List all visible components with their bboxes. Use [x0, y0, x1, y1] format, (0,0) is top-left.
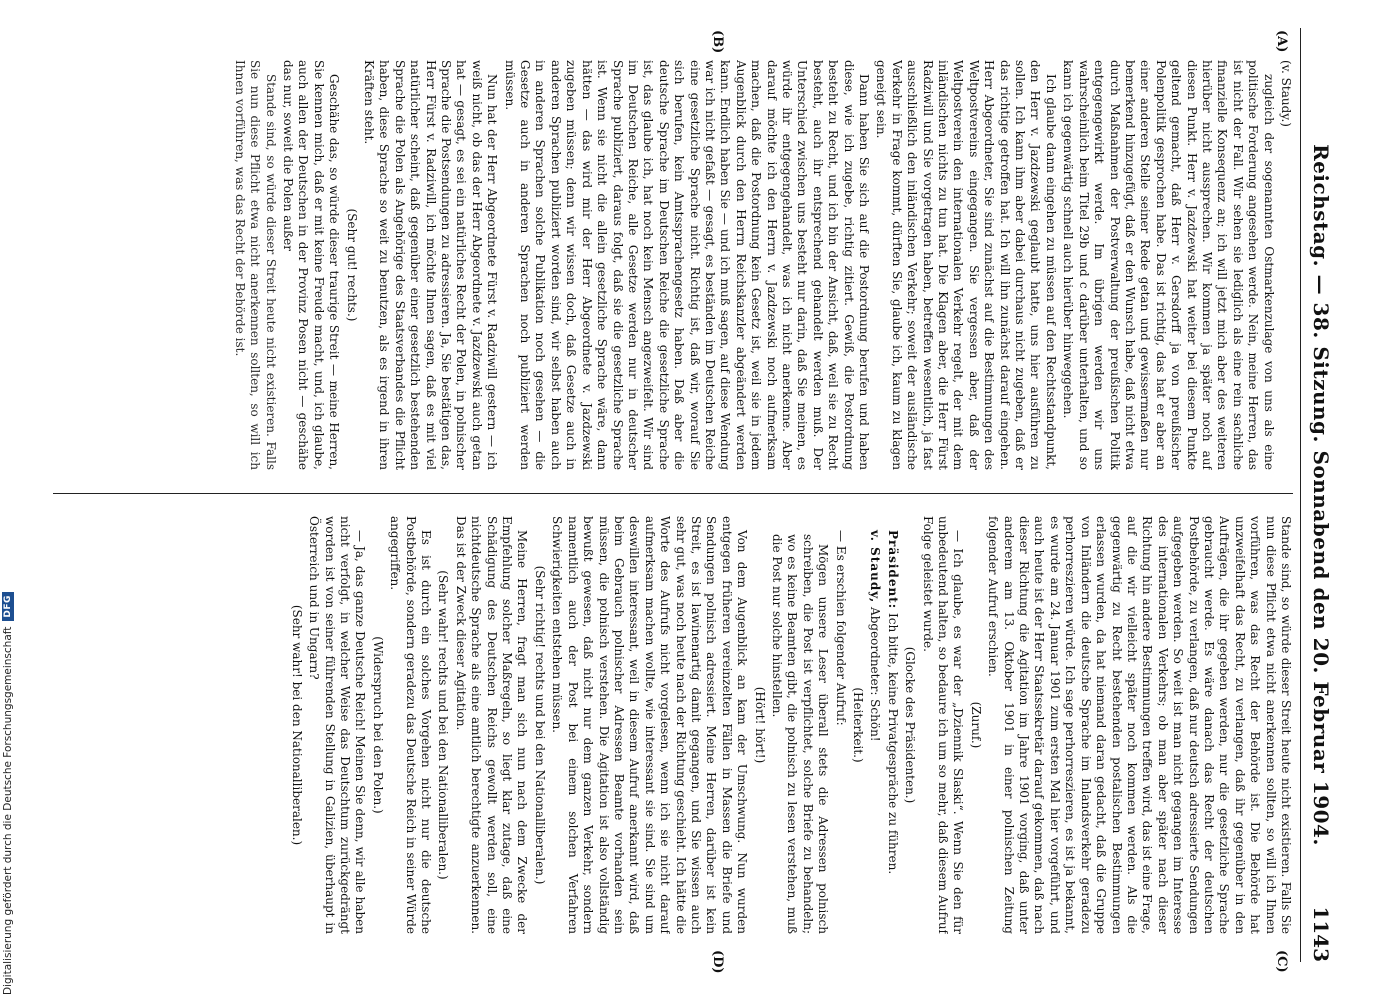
paragraph: Meine Herren, fragt man sich nun nach dem Zwecke der Empfehlung solcher Maßregeln, so liegt klar zutage, daß eine Schädigung des Deutschen Reichs gewollt werden soll, eine nichtdeutsche Sprache als eine amtlich berechtigte anzuerkennen. Das ist der Zweck dieser Agitation.: [453, 516, 530, 934]
paragraph: Geschähe das, so würde dieser traurige Streit — meine Herren, Sie kennen mich, daß er mit keine Freude macht, und, ich glaube, auch allen der Deutschen in der Provinz Posen nicht — geschähe das nur, soweit die Polen außer: [281, 60, 342, 470]
paragraph: Nun hat der Herr Abgeordnete Fürst v. Radziwill gestern — ich weiß nicht, ob das der Herr Abgeordnete v. Jazdzewski auch getan hat — gesagt, es sei ein natürliches Recht der Polen, in polnischer Sprache die Postsendungen zu adressieren. Ja, Sie bestätigen das, Herr Fürst v. Radziwill, ich möchte Ihnen sagen, daß es mit viel natürlicher scheint, daß gegenüber einer gesetzlich bestehenden Sprache die Polen als Angehörige des Staatsverbandes die Pflicht haben, diese Sprache so weit zu benutzen, als es irgend in ihren Kräften steht.: [362, 60, 500, 470]
page-header-title: Reichstag. — 38. Sitzung. Sonnabend den 20. Februar 1904.: [1309, 144, 1333, 846]
interjection: (Widerspruch bei den Polen.): [370, 636, 385, 814]
paragraph: Stande sind, so würde dieser Streit heute nicht existieren. Falls Sie nun diese Pflicht etwa nicht anerkennen sollten, so will ich Ihnen vorführen, was das Recht der Behörde ist.: [232, 60, 278, 470]
right-text-column: [53, 516, 1293, 934]
interjection: (Heiterkeit.): [851, 687, 866, 763]
speaker-text: Abgeordneter: Schön!: [868, 603, 883, 742]
interjection: (Sehr gut! rechts.): [344, 208, 359, 322]
margin-mark-d: (D): [710, 950, 725, 974]
credit-text: Digitalisierung gefördert durch die Deutsche Forschungsgemeinschaft: [2, 626, 14, 995]
paragraph: Stande sind, so würde dieser Streit heute nicht existieren. Falls Sie nun diese Pflicht etwa nicht anerkennen sollten, so will ich Ihnen vorführen, was das Recht der Behörde ist. Die Behörde hat unzweifelhaft das Recht, zu verlangen, daß ihr gegenüber in den Aufträgen, die ihr gegeben werden, nur die gesetzliche Sprache gebraucht werde. Es wäre danach das Recht der deutschen Postbehörde, zu verlangen, daß nur deutsch adressierte Sendungen aufgegeben werden. So weit ist man nicht gegangen im Interesse des internationalen Verkehrs; ob man aber später nach dieser Richtung hin andere Bestimmungen treffen wird, das ist eine Frage, auf die wir vielleicht später noch kommen werden. Als die gegenwärtig zu Recht bestehenden postalischen Bestimmungen erlassen wurden, da hat niemand daran gedacht, daß die Gruppe von Inländern die deutsche Sprache im Inlandsverkehr geradezu perhorreszieren würde. Ich sage perhorreszieren, es ist ja bekannt, es wurde am 24. Januar 1901 zum ersten Mal hier vorgeführt, und auch heute ist der Herr Staatssekretär darauf gekommen, daß nach dieser Richtung die Agitation im Jahre 1901 vorging, daß unter anderem am 13. Oktober 1901 in einer polnischen Zeitung folgender Aufruf erschien.: [986, 516, 1293, 934]
paragraph: Von dem Augenblick an kam der Umschwung. Nun wurden entgegen früheren vereinzelten Fällen in Massen die Briefe und Sendungen polnisch adressiert. Meine Herren, darüber ist kein Streit, es ist lawinenartig damit gegangen, und Sie wissen auch sehr gut, was noch heute nach der Richtung geschieht. Ich hätte die Worte des Aufrufs nicht vorgelesen, wenn ich sie nicht darauf aufmerksam machen wollte, wie interessant sie sind. Sie sind um deswillen interessant, weil in diesem Aufruf anerkannt wird, daß beim Gebrauch polnischer Adressen Beamte vorhanden sein müssen, die polnisch verstehen. Die Agitation ist also vollständig bewußt gewesen, daß nicht nur dem ganzen Verkehr, sondern namentlich auch der Post bei einem solchen Verfahren Schwierigkeiten entstehen müssen.: [550, 516, 750, 934]
paragraph: Ich glaube dann eingehen zu müssen auf den Rechtsstandpunkt, den Herr v. Jazdzewski geglaubt hatte, uns hier ausführen zu sollen. Ich kann ihm aber dabei durchaus nicht zugeben, daß er das richtige getroffen hat. Ich will ihn zunächst darauf eingehen. Herr Abgeordneter, Sie sind zunächst auf die Bestimmungen des Weltpostvereins eingegangen. Sie vergessen aber, daß der Weltpostverein den internationalen Verkehr regelt, der mit dem inländischen nichts zu tun hat. Die Klagen aber, die Herr Fürst Radziwill und Sie vorgetragen haben, betreffen wesentlich, ja fast ausschließlich den inländischen Verkehr; soweit der ausländische Verkehr in Frage kommt, dürften Sie, glaube ich, kaum zu klagen geneigt sein.: [874, 60, 1058, 470]
column-divider: [53, 493, 1293, 494]
speaker-text: Ich bitte, keine Privatgespräche zu führen.: [885, 609, 900, 875]
interjection: (Sehr wahr! rechts und bei den Nationalliberalen.): [436, 570, 451, 880]
running-head: [1300, 28, 1337, 962]
margin-mark-b: (B): [710, 30, 725, 54]
paragraph: zugleich der sogenannten Ostmarkenzulage von uns als eine politische Forderung angesehen werde. Nein, meine Herren, das ist nicht der Fall. Wir sehen sie lediglich als eine rein sachliche finanzielle Konsequenz an; ich will jetzt mich aber des weiteren hierüber nicht aussprechen. Wir kommen ja später noch auf diesen Punkt. Herr v. Jazdzewski hat weiter bei diesem Punkte geltend gemacht, daß Herr v. Gersdorff ja von preußischer Polenpolitik gesprochen habe. Das ist richtig, das hat er aber an einer anderen Stelle seiner Rede getan und gewissermaßen nur bemerkend hinzugefügt, daß er den Wunsch habe, daß nicht etwa durch Maßnahmen der Postverwaltung der preußischen Politik entgegengewirkt werde. Im übrigen werden wir uns wahrscheinlich beim Titel 29b und c darüber unterhalten, und so kann ich gegenwärtig schnell auch hierüber hinweggehen.: [1061, 60, 1276, 470]
paragraph: Dann haben Sie sich auf die Postordnung berufen und haben diese, wie ich zugebe, richtig zitiert. Gewiß, die Postordnung besteht zu Recht, und ich bin der Ansicht, daß, weil sie zu Recht besteht, auch ihr entsprechend gehandelt werden muß. Der Unterschied zwischen uns besteht nur darin, daß Sie meinen, es würde ihr entgegengehandelt, was ich nicht anerkenne. Aber darauf möchte ich den Herrn v. Jazdzewski noch aufmerksam machen, daß die Postordnung kein Gesetz ist, weil sie in jedem Augenblick durch den Herrn Reichskanzler abgeändert werden kann. Endlich haben Sie — und ich muß sagen, auf diese Wendung war ich nicht gefaßt — gesagt, es beständen im Deutschen Reiche eine gesetzliche Sprache nicht. Richtig ist, daß wir, worauf Sie sich berufen, kein Amtssprachengesetz haben. Daß aber die deutsche Sprache im Deutschen Reiche die gesetzliche Sprache ist, das glaube ich, hat noch kein Mensch angezweifelt. Wir sind im Deutschen Reiche, alle Gesetze werden nur in deutscher Sprache publiziert, daraus folgt, daß sie die gesetzliche Sprache ist. Wenn sie nicht die allein gesetzliche Sprache wäre, dann hätten — das wird mir der Herr Abgeordnete v. Jazdzewski zugeben müssen; denn wir wissen doch, daß Gesetze auch in anderen Sprachen publiziert worden sind, wir selbst haben auch in anderen Sprachen solche Publikation noch gesehen — die Gesetze auch in anderen Sprachen noch publiziert werden müssen.: [502, 60, 872, 470]
left-text-column: [53, 60, 1293, 470]
interjection: (Sehr wahr! bei den Nationalliberalen.): [289, 604, 304, 846]
interjection: (Zuruf.): [968, 701, 983, 749]
paragraph: — Ja, das ganze Deutsche Reich! Meinen Sie denn, wir alle haben nicht verfolgt, in welcher Weise das Deutschtum zurückgedrängt worden ist von seiner führenden Stellung in Galizien, überhaupt in Österreich und in Ungarn?: [307, 516, 368, 934]
rotated-document-page: [27, 8, 1345, 992]
margin-mark-a: (A): [1274, 30, 1289, 53]
page-number: 1143: [1309, 906, 1333, 962]
speaker-paragraph: [867, 516, 882, 934]
digitization-credit: [2, 592, 14, 995]
margin-mark-c: (C): [1274, 950, 1289, 973]
dfg-logo: DFG: [2, 592, 14, 621]
interjection: (Sehr richtig! rechts und bei den Nationalliberalen.): [532, 565, 547, 885]
interjection: (Hört! hört!): [752, 686, 767, 764]
quoted-appeal: Mögen unsere Leser überall stets die Adressen polnisch schreiben, die Post ist verpflichtet, solche Briefe zu behandeln; wo es keine Beamten gibt, die polnisch zu lesen verstehen, muß die Post nur solche hinstellen.: [770, 534, 831, 934]
paragraph: — Es erschien folgender Aufruf:: [833, 530, 848, 726]
paragraph: (v. Staudy.): [1279, 60, 1293, 127]
speaker-paragraph: [884, 516, 899, 934]
speaker-name: Präsident:: [885, 530, 900, 610]
interjection: (Glocke des Präsidenten.): [903, 646, 918, 804]
paragraph: — Ich glaube, es war der „Dziennik Slaski“. Wenn Sie den für unbedeutend halten, so bedaure ich um so mehr, daß diesem Aufruf Folge geleistet wurde.: [920, 516, 966, 934]
speaker-name: v. Staudy,: [868, 530, 883, 604]
paragraph: Es ist durch ein solches Vorgehen nicht nur die deutsche Postbehörde, sondern geradezu das Deutsche Reich in seiner Würde angegriffen.: [388, 516, 434, 934]
